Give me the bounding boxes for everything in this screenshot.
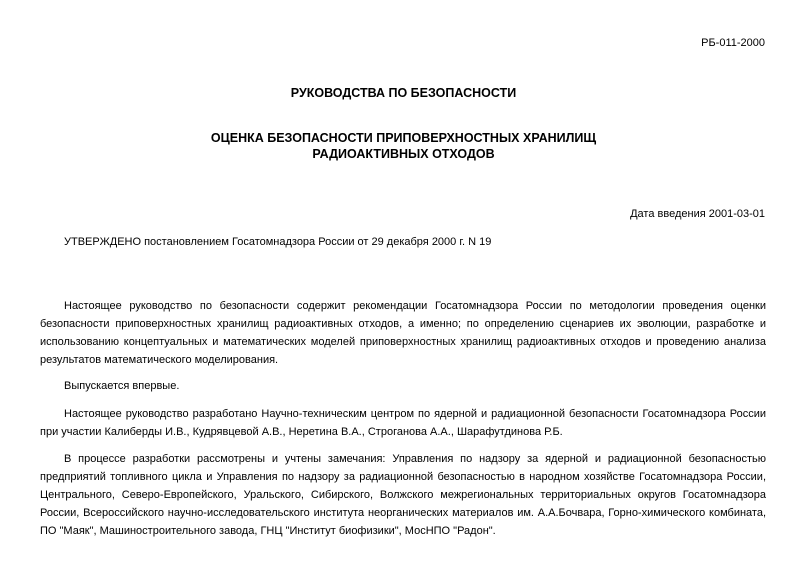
series-title: РУКОВОДСТВА ПО БЕЗОПАСНОСТИ <box>290 86 517 100</box>
paragraph-scope: Настоящее руководство по безопасности содержит рекомендации Госатомнадзора России по методологии проведения оценки безопасности приповерхностных хранилищ радиоактивных отходов, а именно; по определению сценариев их эволюции, разработке и использованию концептуальных и математических моделей приповерхностных хранилищ радиоактивных отходов и проведению анализа результатов математического моделирования. <box>40 300 766 366</box>
document-code: РБ-011-2000 <box>701 37 765 49</box>
approval-statement: УТВЕРЖДЕНО постановлением Госатомнадзора России от 29 декабря 2000 г. N 19 <box>64 236 492 248</box>
paragraph-reviewers: В процессе разработки рассмотрены и учтены замечания: Управления по надзору за ядерной и радиационной безопасностью предприятий топливного цикла и Управления по надзору за радиационной безопасностью в народном хозяйстве Госатомнадзора России, Центрального, Северо-Европейского, Уральского, Сибирского, Волжского межрегиональных территориальных округов Госатомнадзора России, Всероссийского научно-исследовательского института неорганических материалов им. А.А.Бочвара, Горно-химического комбината, ПО "Маяк", Машиностроительного завода, ГНЦ "Институт биофизики", МосНПО "Радон". <box>40 453 766 537</box>
document-title-line-2: РАДИОАКТИВНЫХ ОТХОДОВ <box>312 147 495 161</box>
document-title-line-1: ОЦЕНКА БЕЗОПАСНОСТИ ПРИПОВЕРХНОСТНЫХ ХРАНИЛИЩ <box>210 131 597 145</box>
paragraph-developers: Настоящее руководство разработано Научно-техническим центром по ядерной и радиационной безопасности Госатомнадзора России при участии Калиберды И.В., Кудрявцевой А.В., Неретина В.А., Строганова А.А., Шарафутдинова Р.Б. <box>40 408 766 438</box>
document-title <box>0 130 807 162</box>
introduction-date: Дата введения 2001-03-01 <box>630 208 765 220</box>
paragraph-first-issue: Выпускается впервые. <box>64 380 180 392</box>
